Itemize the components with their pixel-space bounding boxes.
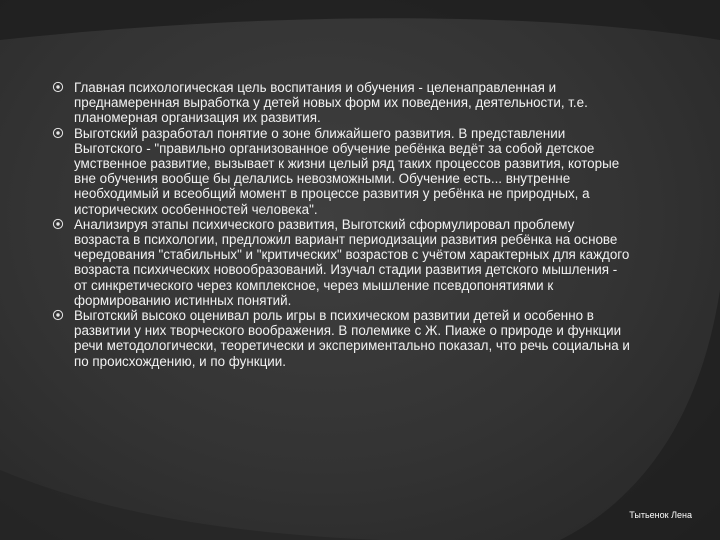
bullet-item-2: [52, 126, 632, 217]
bullet-item-3: [52, 217, 632, 308]
bullet-text-2: Выготский разработал понятие о зоне ближайшего развития. В представлении Выготского - "правильно организованное обучение ребёнка ведёт за собой детское умственное развитие, вызывает к жизни целый ряд таких процессов развития, которые вне обучения вообще бы делались невозможными. Обучение есть... внутренне необходимый и всеобщий момент в процессе развития у ребёнка не природных, а исторических особенностей человека".: [74, 125, 620, 217]
bullet-list: [52, 80, 632, 369]
bullet-text-3: Анализируя этапы психического развития, Выготский сформулировал проблему возраста в психологии, предложил вариант периодизации развития ребёнка на основе чередования "стабильных" и "критических" возрастов с учётом характерных для каждого возраста психических новообразований. Изучал стадии развития детского мышления - от синкретического через комплексное, через мышление псевдопонятиями к формированию истинных понятий.: [74, 216, 630, 308]
author-footer: Тытьенок Лена: [629, 510, 692, 520]
circled-dot-icon: [52, 81, 64, 93]
circled-dot-icon: [52, 127, 64, 139]
bullet-text-4: Выготский высоко оценивал роль игры в психическом развитии детей и особенно в развитии у них творческого воображения. В полемике с Ж. Пиаже о природе и функции речи методологически, теоретически и экспериментально показал, что речь социальна и по происхождению, и по функции.: [74, 308, 630, 369]
circled-dot-icon: [52, 309, 64, 321]
circled-dot-icon: [52, 218, 64, 230]
bullet-item-4: [52, 308, 632, 369]
bullet-text-1: Главная психологическая цель воспитания и обучения - целенаправленная и преднамеренная выработка у детей новых форм их поведения, деятельности, т.е. планомерная организация их развития.: [74, 80, 588, 126]
bullet-item-1: [52, 80, 632, 126]
